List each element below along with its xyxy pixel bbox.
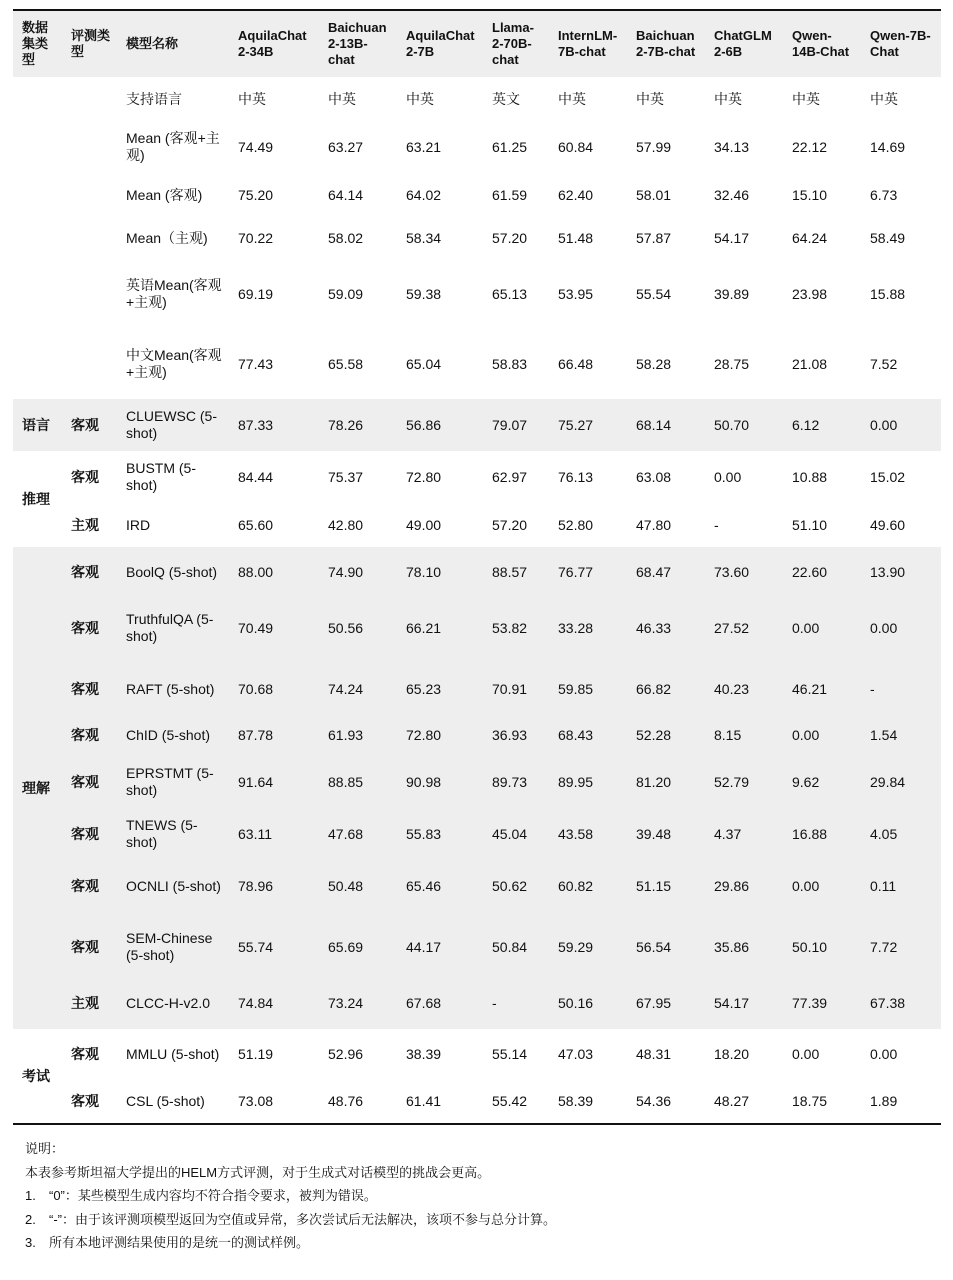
metric-name: 支持语言: [126, 90, 182, 107]
benchmark-table-container: [13, 9, 941, 1255]
value-cell: 9.62: [783, 751, 861, 813]
value-cell: 61.41: [406, 1092, 442, 1109]
value-cell: 63.27: [328, 138, 364, 155]
value-cell: 55.14: [492, 1045, 528, 1062]
table-row: [13, 399, 941, 451]
value-cell: 39.48: [627, 813, 705, 855]
dataset-name: CLUEWSC (5-shot): [117, 399, 229, 451]
value-cell: 75.20: [238, 186, 274, 203]
value-cell: 48.31: [636, 1045, 672, 1062]
value-cell: 57.99: [636, 138, 672, 155]
value-cell: 84.44: [238, 468, 274, 485]
value-cell: 52.28: [627, 719, 705, 751]
eval-type: 客观: [62, 399, 117, 451]
value-cell: 0.00: [861, 399, 941, 451]
value-cell: 29.84: [861, 751, 941, 813]
value-cell: 47.03: [558, 1045, 594, 1062]
empty-cell: [62, 77, 117, 121]
value-cell: 65.58: [328, 355, 364, 372]
value-cell: 72.80: [397, 719, 483, 751]
note-text: “0”：某些模型生成内容均不符合指令要求，被判为错误。: [49, 1188, 377, 1203]
empty-cell: [13, 77, 62, 121]
table-row: [13, 547, 941, 597]
value-cell: 48.76: [328, 1092, 364, 1109]
header-group: 数据集类型: [13, 11, 62, 77]
value-cell: 70.49: [229, 597, 319, 659]
value-cell: 4.05: [861, 813, 941, 855]
value-cell: 34.13: [714, 138, 750, 155]
value-cell: 50.62: [483, 855, 549, 917]
value-cell: 0.00: [714, 468, 742, 485]
value-cell: 75.27: [549, 399, 627, 451]
value-cell: 54.17: [705, 977, 783, 1029]
eval-type: 客观: [62, 751, 117, 813]
value-cell: 57.87: [636, 229, 672, 246]
value-cell: 64.02: [406, 186, 442, 203]
value-cell: 50.48: [319, 855, 397, 917]
benchmark-table: [13, 11, 941, 1123]
value-cell: 75.37: [328, 468, 364, 485]
empty-cell: [13, 217, 62, 259]
eval-type: 主观: [62, 977, 117, 1029]
eval-type: 主观: [71, 516, 99, 533]
value-cell: 56.54: [627, 917, 705, 977]
empty-cell: [13, 329, 62, 399]
group-label: 考试: [22, 1067, 50, 1084]
value-cell: 中英: [406, 90, 434, 107]
value-cell: 51.10: [792, 516, 828, 533]
empty-cell: [62, 217, 117, 259]
value-cell: 68.47: [627, 547, 705, 597]
value-cell: 47.80: [636, 516, 672, 533]
value-cell: 52.80: [558, 516, 594, 533]
value-cell: 中英: [792, 90, 820, 107]
value-cell: 70.22: [238, 229, 274, 246]
table-row: [13, 659, 941, 719]
header-model: AquilaChat 2-34B: [229, 11, 319, 77]
value-cell: 73.08: [238, 1092, 274, 1109]
value-cell: 23.98: [792, 285, 828, 302]
value-cell: 中英: [870, 90, 898, 107]
value-cell: 59.09: [328, 285, 364, 302]
value-cell: 58.39: [558, 1092, 594, 1109]
value-cell: 53.95: [558, 285, 594, 302]
value-cell: 36.93: [483, 719, 549, 751]
value-cell: 58.01: [636, 186, 672, 203]
value-cell: 76.77: [549, 547, 627, 597]
value-cell: 33.28: [549, 597, 627, 659]
value-cell: -: [861, 659, 941, 719]
value-cell: 63.21: [406, 138, 442, 155]
value-cell: 89.95: [549, 751, 627, 813]
value-cell: 18.20: [714, 1045, 750, 1062]
value-cell: 88.57: [483, 547, 549, 597]
group-label: 推理: [22, 490, 50, 507]
value-cell: 35.86: [705, 917, 783, 977]
value-cell: 13.90: [861, 547, 941, 597]
header-model-name: 模型名称: [117, 11, 229, 77]
summary-row: [13, 329, 941, 399]
value-cell: 49.60: [870, 516, 906, 533]
value-cell: 55.54: [636, 285, 672, 302]
note-item: [25, 1184, 941, 1208]
value-cell: 7.52: [870, 355, 898, 372]
bottom-rule: [13, 1123, 941, 1125]
value-cell: 4.37: [705, 813, 783, 855]
value-cell: 63.11: [229, 813, 319, 855]
value-cell: 54.17: [714, 229, 750, 246]
dataset-name: BUSTM (5-shot): [126, 460, 196, 493]
value-cell: 8.15: [705, 719, 783, 751]
eval-type: 客观: [62, 917, 117, 977]
table-row: [13, 1079, 941, 1123]
value-cell: 87.78: [229, 719, 319, 751]
value-cell: 78.10: [397, 547, 483, 597]
header-model: Baichuan 2-7B-chat: [627, 11, 705, 77]
summary-row: [13, 259, 941, 329]
value-cell: 15.88: [870, 285, 906, 302]
eval-type: 客观: [71, 1092, 99, 1109]
header-model: InternLM-7B-chat: [549, 11, 627, 77]
value-cell: 39.89: [714, 285, 750, 302]
value-cell: 27.52: [705, 597, 783, 659]
notes-intro: 本表参考斯坦福大学提出的HELM方式评测，对于生成式对话模型的挑战会更高。: [25, 1164, 491, 1180]
value-cell: 58.28: [636, 355, 672, 372]
dataset-name: CLCC-H-v2.0: [117, 977, 229, 1029]
value-cell: 46.21: [783, 659, 861, 719]
value-cell: 69.19: [238, 285, 274, 302]
eval-type: 客观: [62, 659, 117, 719]
table-row: [13, 1029, 941, 1079]
value-cell: 81.20: [627, 751, 705, 813]
value-cell: 59.85: [549, 659, 627, 719]
value-cell: 64.24: [792, 229, 828, 246]
eval-type: 客观: [71, 468, 99, 485]
value-cell: 48.27: [714, 1092, 750, 1109]
table-row: [13, 977, 941, 1029]
value-cell: 51.19: [238, 1045, 274, 1062]
notes-section: [13, 1137, 941, 1255]
value-cell: 52.96: [328, 1045, 364, 1062]
metric-name: Mean (客观): [126, 186, 203, 203]
value-cell: 63.08: [636, 468, 672, 485]
empty-cell: [62, 173, 117, 217]
value-cell: 43.58: [549, 813, 627, 855]
group-label: 理解: [13, 547, 62, 1029]
metric-name: Mean（主观): [126, 229, 208, 246]
value-cell: 45.04: [483, 813, 549, 855]
dataset-name: OCNLI (5-shot): [117, 855, 229, 917]
header-model: Baichuan 2-13B-chat: [319, 11, 397, 77]
value-cell: 7.72: [861, 917, 941, 977]
value-cell: 65.46: [397, 855, 483, 917]
value-cell: 78.96: [229, 855, 319, 917]
value-cell: 90.98: [397, 751, 483, 813]
value-cell: 中英: [636, 90, 664, 107]
value-cell: 64.14: [328, 186, 364, 203]
value-cell: 40.23: [705, 659, 783, 719]
value-cell: 57.20: [492, 229, 528, 246]
value-cell: 91.64: [229, 751, 319, 813]
note-item: [25, 1231, 941, 1255]
value-cell: -: [483, 977, 549, 1029]
summary-row: [13, 173, 941, 217]
group-label: 语言: [13, 399, 62, 451]
value-cell: 70.91: [483, 659, 549, 719]
value-cell: 6.12: [783, 399, 861, 451]
value-cell: 18.75: [792, 1092, 828, 1109]
value-cell: 61.25: [492, 138, 528, 155]
value-cell: 74.49: [238, 138, 274, 155]
table-row: [13, 917, 941, 977]
header-eval-type: 评测类型: [62, 11, 117, 77]
value-cell: 78.26: [319, 399, 397, 451]
header-model: ChatGLM 2-6B: [705, 11, 783, 77]
value-cell: 61.93: [319, 719, 397, 751]
value-cell: 55.83: [397, 813, 483, 855]
value-cell: 60.84: [558, 138, 594, 155]
value-cell: 中英: [558, 90, 586, 107]
value-cell: 65.60: [238, 516, 274, 533]
table-row: [13, 751, 941, 813]
header-model: AquilaChat 2-7B: [397, 11, 483, 77]
note-number: 1.: [25, 1188, 36, 1203]
value-cell: 55.74: [229, 917, 319, 977]
value-cell: 英文: [492, 90, 520, 107]
value-cell: 55.42: [492, 1092, 528, 1109]
value-cell: 1.54: [861, 719, 941, 751]
dataset-name: EPRSTMT (5-shot): [117, 751, 229, 813]
value-cell: 73.60: [705, 547, 783, 597]
value-cell: 67.95: [627, 977, 705, 1029]
value-cell: 65.69: [319, 917, 397, 977]
dataset-name: RAFT (5-shot): [117, 659, 229, 719]
value-cell: 53.82: [483, 597, 549, 659]
value-cell: 65.13: [492, 285, 528, 302]
value-cell: 67.38: [861, 977, 941, 1029]
summary-row: [13, 121, 941, 173]
note-number: 2.: [25, 1211, 36, 1227]
dataset-name: SEM-Chinese (5-shot): [117, 917, 229, 977]
value-cell: 68.43: [549, 719, 627, 751]
value-cell: 66.48: [558, 355, 594, 372]
value-cell: 87.33: [229, 399, 319, 451]
value-cell: 46.33: [627, 597, 705, 659]
dataset-name: TruthfulQA (5-shot): [117, 597, 229, 659]
value-cell: 58.83: [492, 355, 528, 372]
empty-cell: [13, 121, 62, 173]
value-cell: 38.39: [406, 1045, 442, 1062]
value-cell: 61.59: [492, 186, 528, 203]
header-row: [13, 11, 941, 77]
value-cell: 51.48: [558, 229, 594, 246]
value-cell: 32.46: [714, 186, 750, 203]
value-cell: 50.56: [319, 597, 397, 659]
value-cell: 44.17: [397, 917, 483, 977]
empty-cell: [62, 259, 117, 329]
value-cell: 89.73: [483, 751, 549, 813]
value-cell: 22.60: [783, 547, 861, 597]
value-cell: 70.68: [229, 659, 319, 719]
value-cell: 0.11: [861, 855, 941, 917]
value-cell: 10.88: [792, 468, 828, 485]
note-item: [25, 1208, 941, 1232]
eval-type: 客观: [62, 855, 117, 917]
value-cell: 74.90: [319, 547, 397, 597]
value-cell: 60.82: [549, 855, 627, 917]
value-cell: 77.39: [783, 977, 861, 1029]
value-cell: 65.23: [397, 659, 483, 719]
value-cell: 50.84: [483, 917, 549, 977]
header-model: Qwen-14B-Chat: [783, 11, 861, 77]
value-cell: 59.38: [406, 285, 442, 302]
value-cell: 16.88: [783, 813, 861, 855]
value-cell: 72.80: [406, 468, 442, 485]
value-cell: 42.80: [328, 516, 364, 533]
empty-cell: [13, 173, 62, 217]
table-row: [13, 855, 941, 917]
value-cell: 1.89: [870, 1092, 898, 1109]
value-cell: 6.73: [870, 186, 898, 203]
value-cell: 0.00: [792, 1045, 820, 1062]
value-cell: 77.43: [238, 355, 274, 372]
value-cell: 67.68: [397, 977, 483, 1029]
empty-cell: [62, 329, 117, 399]
dataset-name: BoolQ (5-shot): [117, 547, 229, 597]
value-cell: 66.82: [627, 659, 705, 719]
eval-type: 客观: [62, 813, 117, 855]
value-cell: 中英: [328, 90, 356, 107]
value-cell: 中英: [714, 90, 742, 107]
value-cell: 74.24: [319, 659, 397, 719]
note-number: 3.: [25, 1235, 36, 1250]
value-cell: 50.10: [783, 917, 861, 977]
value-cell: 76.13: [558, 468, 594, 485]
metric-name: Mean (客观+主观): [126, 130, 220, 163]
value-cell: 73.24: [319, 977, 397, 1029]
value-cell: 47.68: [319, 813, 397, 855]
eval-type: 客观: [62, 597, 117, 659]
value-cell: 50.16: [549, 977, 627, 1029]
table-body: [13, 77, 941, 1123]
value-cell: 0.00: [861, 597, 941, 659]
value-cell: 79.07: [483, 399, 549, 451]
value-cell: 14.69: [870, 138, 906, 155]
table-row: [13, 719, 941, 751]
dataset-name: TNEWS (5-shot): [117, 813, 229, 855]
metric-name: 英语Mean(客观+主观): [126, 277, 222, 310]
table-row: [13, 503, 941, 547]
value-cell: 21.08: [792, 355, 828, 372]
value-cell: 58.34: [406, 229, 442, 246]
table-row: [13, 597, 941, 659]
eval-type: 客观: [71, 1045, 99, 1062]
value-cell: 88.85: [319, 751, 397, 813]
value-cell: 68.14: [627, 399, 705, 451]
summary-row: [13, 217, 941, 259]
value-cell: 52.79: [705, 751, 783, 813]
value-cell: 54.36: [636, 1092, 672, 1109]
header-model: Qwen-7B-Chat: [861, 11, 941, 77]
value-cell: 62.40: [558, 186, 594, 203]
value-cell: 49.00: [406, 516, 442, 533]
value-cell: 0.00: [783, 855, 861, 917]
value-cell: 65.04: [406, 355, 442, 372]
dataset-name: IRD: [126, 516, 151, 533]
value-cell: 58.02: [328, 229, 364, 246]
value-cell: 57.20: [492, 516, 528, 533]
value-cell: 58.49: [870, 229, 906, 246]
eval-type: 客观: [62, 547, 117, 597]
value-cell: 74.84: [229, 977, 319, 1029]
empty-cell: [62, 121, 117, 173]
value-cell: 22.12: [792, 138, 828, 155]
notes-title: 说明：: [25, 1141, 65, 1156]
table-row: [13, 813, 941, 855]
table-row: [13, 451, 941, 503]
summary-row: [13, 77, 941, 121]
value-cell: 66.21: [397, 597, 483, 659]
value-cell: 15.02: [870, 468, 906, 485]
value-cell: 59.29: [549, 917, 627, 977]
value-cell: 50.70: [705, 399, 783, 451]
dataset-name: MMLU (5-shot): [126, 1045, 220, 1062]
value-cell: 56.86: [397, 399, 483, 451]
value-cell: 88.00: [229, 547, 319, 597]
note-text: “-”：由于该评测项模型返回为空值或异常，多次尝试后无法解决，该项不参与总分计算。: [49, 1211, 556, 1227]
value-cell: 28.75: [714, 355, 750, 372]
value-cell: 0.00: [783, 719, 861, 751]
header-model: Llama-2-70B-chat: [483, 11, 549, 77]
dataset-name: CSL (5-shot): [126, 1092, 205, 1109]
value-cell: -: [714, 516, 719, 533]
note-text: 所有本地评测结果使用的是统一的测试样例。: [49, 1235, 310, 1250]
dataset-name: ChID (5-shot): [117, 719, 229, 751]
value-cell: 中英: [238, 90, 266, 107]
eval-type: 客观: [62, 719, 117, 751]
value-cell: 0.00: [783, 597, 861, 659]
empty-cell: [13, 259, 62, 329]
value-cell: 15.10: [792, 186, 828, 203]
value-cell: 29.86: [705, 855, 783, 917]
metric-name: 中文Mean(客观+主观): [126, 347, 222, 380]
value-cell: 51.15: [627, 855, 705, 917]
value-cell: 62.97: [492, 468, 528, 485]
value-cell: 0.00: [870, 1045, 898, 1062]
